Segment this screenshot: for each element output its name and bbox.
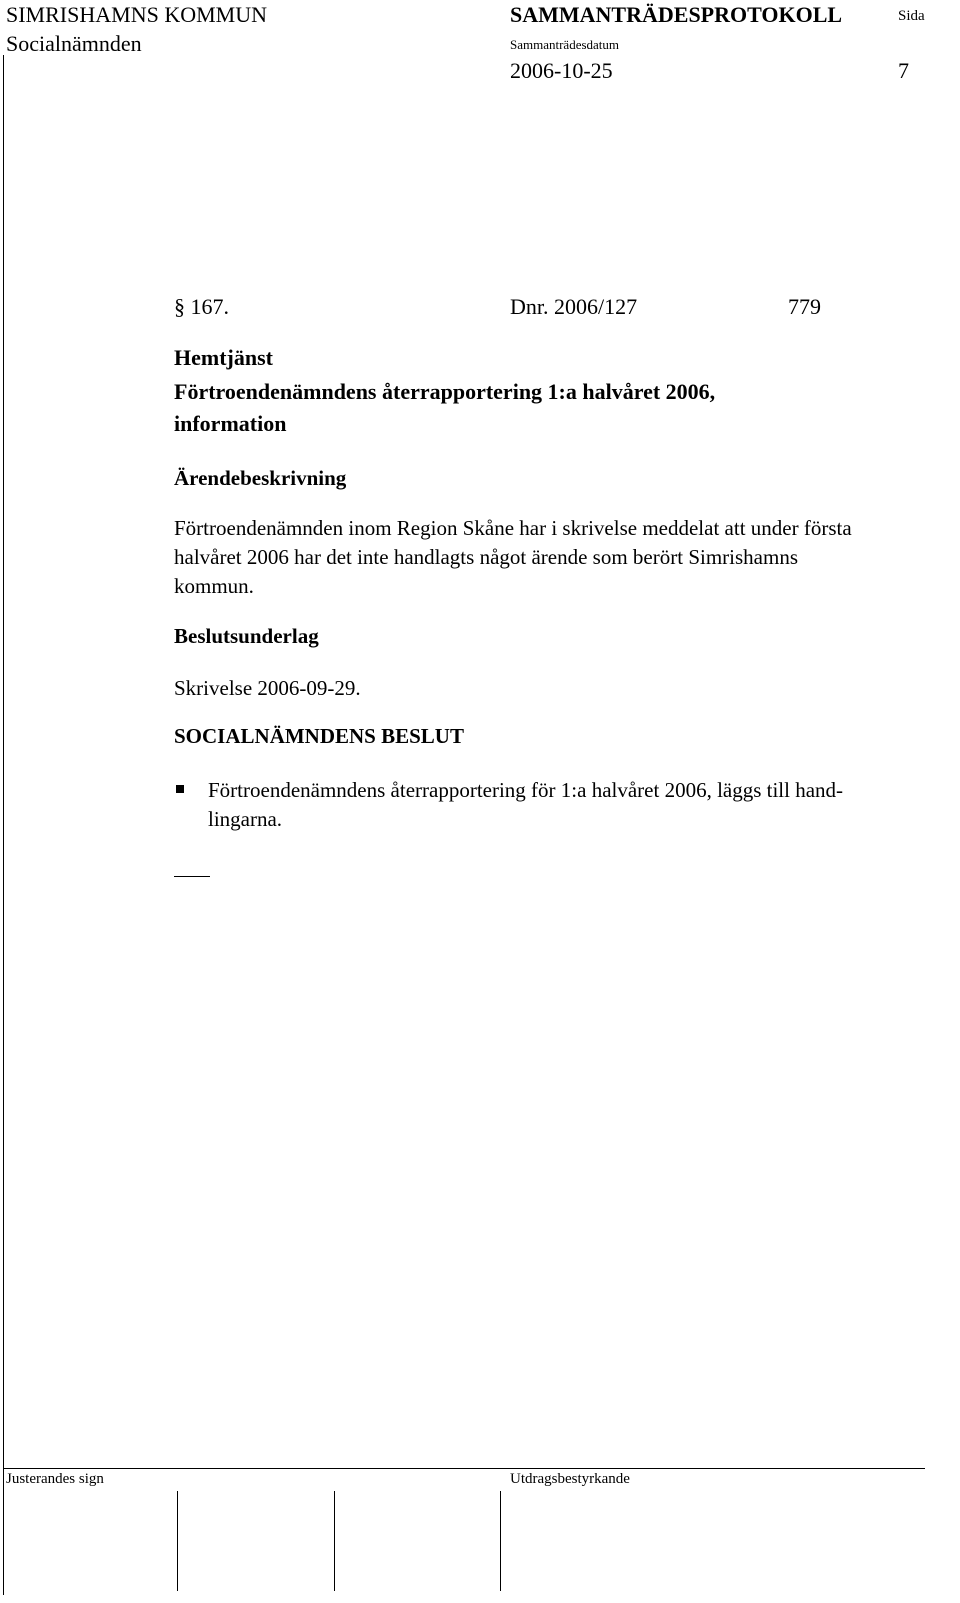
justifier-label: Justerandes sign <box>6 1471 104 1487</box>
left-margin-line <box>3 55 4 1595</box>
description-heading: Ärendebeskrivning <box>174 466 347 490</box>
signature-divider-1 <box>177 1491 178 1591</box>
signature-divider-3 <box>500 1491 501 1591</box>
footer-top-line <box>3 1468 925 1469</box>
municipality-name: SIMRISHAMNS KOMMUN <box>6 2 267 27</box>
decision-bullet-line-2: lingarna. <box>208 807 283 831</box>
archive-code: 779 <box>788 294 821 319</box>
decision-bullet-line-1: Förtroendenämndens återrapportering för 1:a halvåret 2006, läggs till hand- <box>208 778 844 802</box>
certifier-label: Utdragsbestyrkande <box>510 1471 630 1487</box>
meeting-date: 2006-10-25 <box>510 58 613 83</box>
meeting-date-label: Sammanträdesdatum <box>510 37 620 52</box>
page-label: Sida <box>898 8 925 24</box>
bullet-marker-icon <box>176 785 184 793</box>
page-number: 7 <box>898 58 909 83</box>
description-line-1: Förtroendenämnden inom Region Skåne har i skrivelse meddelat att under första <box>174 516 852 540</box>
item-title-line-1: Hemtjänst <box>174 345 273 370</box>
signature-divider-2 <box>334 1491 335 1591</box>
item-title-line-3: information <box>174 411 287 436</box>
diary-number: Dnr. 2006/127 <box>510 294 638 319</box>
basis-text: Skrivelse 2006-09-29. <box>174 676 361 700</box>
document-type: SAMMANTRÄDESPROTOKOLL <box>510 2 843 27</box>
paragraph-number: § 167. <box>174 294 229 319</box>
decision-heading: SOCIALNÄMNDENS BESLUT <box>174 724 464 748</box>
basis-heading: Beslutsunderlag <box>174 624 319 648</box>
end-of-item-rule <box>174 876 210 877</box>
description-line-3: kommun. <box>174 574 254 598</box>
item-title-line-2: Förtroendenämndens återrapportering 1:a halvåret 2006, <box>174 379 716 404</box>
committee-name: Socialnämnden <box>6 31 142 56</box>
description-line-2: halvåret 2006 har det inte handlagts något ärende som berört Simrishamns <box>174 545 799 569</box>
